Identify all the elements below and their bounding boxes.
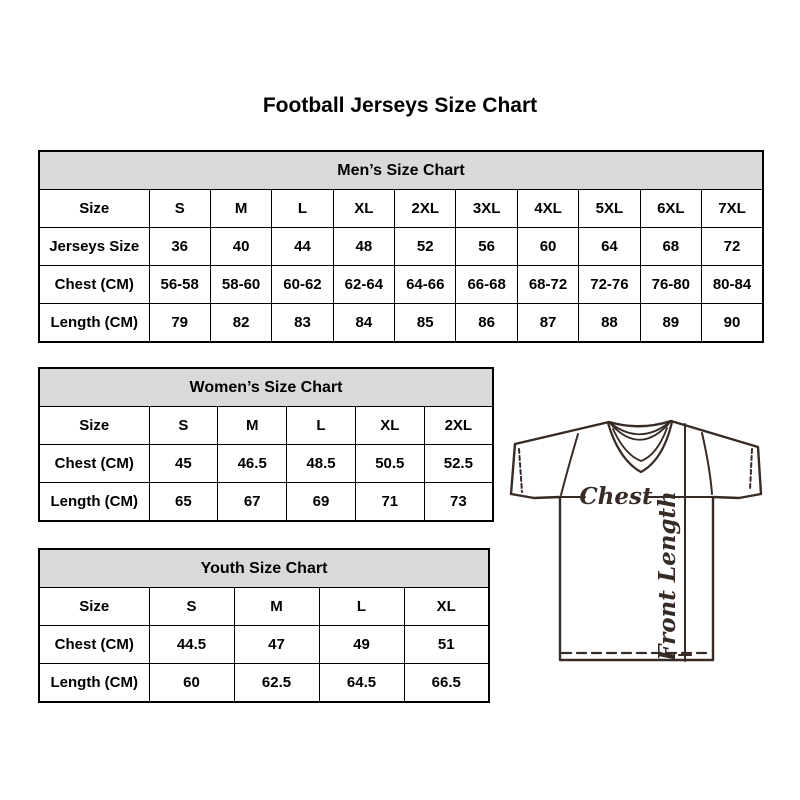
- cell: 5XL: [579, 190, 640, 228]
- cell: 52: [395, 228, 456, 266]
- cell: 80-84: [702, 266, 763, 304]
- jersey-diagram-svg: [505, 403, 770, 675]
- cell: 68: [640, 228, 701, 266]
- row-label: Size: [39, 407, 149, 445]
- cell: 6XL: [640, 190, 701, 228]
- cell: 66-68: [456, 266, 517, 304]
- cell: 90: [702, 304, 763, 343]
- row-label: Jerseys Size: [39, 228, 149, 266]
- cell: 46.5: [218, 445, 287, 483]
- row-label: Size: [39, 588, 149, 626]
- cell: L: [319, 588, 404, 626]
- cell: 82: [210, 304, 271, 343]
- cell: 36: [149, 228, 210, 266]
- armhole-seam-left: [561, 434, 578, 495]
- table-title-row: [39, 368, 493, 407]
- table-row: [39, 445, 493, 483]
- row-label: Length (CM): [39, 664, 149, 703]
- front-length-label: Front Length: [654, 491, 681, 661]
- sleeve-cuff-dash-left: [519, 449, 522, 492]
- chest-label: Chest: [579, 483, 653, 510]
- table-row: [39, 266, 763, 304]
- cell: 71: [355, 483, 424, 522]
- cell: S: [149, 588, 234, 626]
- cell: 44: [272, 228, 333, 266]
- cell: 7XL: [702, 190, 763, 228]
- cell: 64: [579, 228, 640, 266]
- cell: 79: [149, 304, 210, 343]
- cell: XL: [404, 588, 489, 626]
- sleeve-cuff-dash-right: [750, 449, 752, 490]
- table-row: [39, 626, 489, 664]
- womens-size-table: [38, 367, 494, 522]
- cell: 76-80: [640, 266, 701, 304]
- cell: 49: [319, 626, 404, 664]
- cell: 56-58: [149, 266, 210, 304]
- cell: 40: [210, 228, 271, 266]
- armhole-seam-right: [702, 433, 712, 494]
- table-title-row: [39, 151, 763, 190]
- row-label: Length (CM): [39, 483, 149, 522]
- cell: 4XL: [517, 190, 578, 228]
- table-header: Women’s Size Chart: [39, 368, 493, 407]
- cell: 62.5: [234, 664, 319, 703]
- cell: 52.5: [424, 445, 493, 483]
- youth-size-table: [38, 548, 490, 703]
- cell: 2XL: [395, 190, 456, 228]
- cell: 85: [395, 304, 456, 343]
- cell: 48.5: [287, 445, 356, 483]
- cell: 47: [234, 626, 319, 664]
- cell: 56: [456, 228, 517, 266]
- cell: 73: [424, 483, 493, 522]
- table-row: [39, 228, 763, 266]
- page-title: Football Jerseys Size Chart: [262, 94, 538, 117]
- row-label: Size: [39, 190, 149, 228]
- table-row: [39, 190, 763, 228]
- table-row: [39, 664, 489, 703]
- row-label: Length (CM): [39, 304, 149, 343]
- cell: S: [149, 190, 210, 228]
- cell: 84: [333, 304, 394, 343]
- cell: M: [218, 407, 287, 445]
- cell: 72-76: [579, 266, 640, 304]
- cell: 64.5: [319, 664, 404, 703]
- cell: 87: [517, 304, 578, 343]
- cell: XL: [355, 407, 424, 445]
- cell: 45: [149, 445, 218, 483]
- table-header: Youth Size Chart: [39, 549, 489, 588]
- cell: 66.5: [404, 664, 489, 703]
- cell: L: [287, 407, 356, 445]
- table-row: [39, 588, 489, 626]
- row-label: Chest (CM): [39, 445, 149, 483]
- row-label: Chest (CM): [39, 626, 149, 664]
- cell: 89: [640, 304, 701, 343]
- cell: 50.5: [355, 445, 424, 483]
- cell: 69: [287, 483, 356, 522]
- cell: XL: [333, 190, 394, 228]
- cell: 2XL: [424, 407, 493, 445]
- cell: 51: [404, 626, 489, 664]
- cell: 83: [272, 304, 333, 343]
- jersey-outline: [511, 421, 761, 660]
- cell: 60: [517, 228, 578, 266]
- row-label: Chest (CM): [39, 266, 149, 304]
- cell: 64-66: [395, 266, 456, 304]
- table-row: [39, 407, 493, 445]
- cell: 86: [456, 304, 517, 343]
- cell: 48: [333, 228, 394, 266]
- cell: 65: [149, 483, 218, 522]
- table-header: Men’s Size Chart: [39, 151, 763, 190]
- cell: M: [234, 588, 319, 626]
- cell: 72: [702, 228, 763, 266]
- cell: 58-60: [210, 266, 271, 304]
- mens-size-table: [38, 150, 764, 343]
- cell: 68-72: [517, 266, 578, 304]
- cell: L: [272, 190, 333, 228]
- cell: 3XL: [456, 190, 517, 228]
- cell: 62-64: [333, 266, 394, 304]
- table-row: [39, 483, 493, 522]
- cell: 60: [149, 664, 234, 703]
- cell: 60-62: [272, 266, 333, 304]
- cell: 67: [218, 483, 287, 522]
- jersey-measurement-diagram: [505, 403, 770, 675]
- cell: S: [149, 407, 218, 445]
- table-row: [39, 304, 763, 343]
- table-title-row: [39, 549, 489, 588]
- cell: M: [210, 190, 271, 228]
- cell: 88: [579, 304, 640, 343]
- cell: 44.5: [149, 626, 234, 664]
